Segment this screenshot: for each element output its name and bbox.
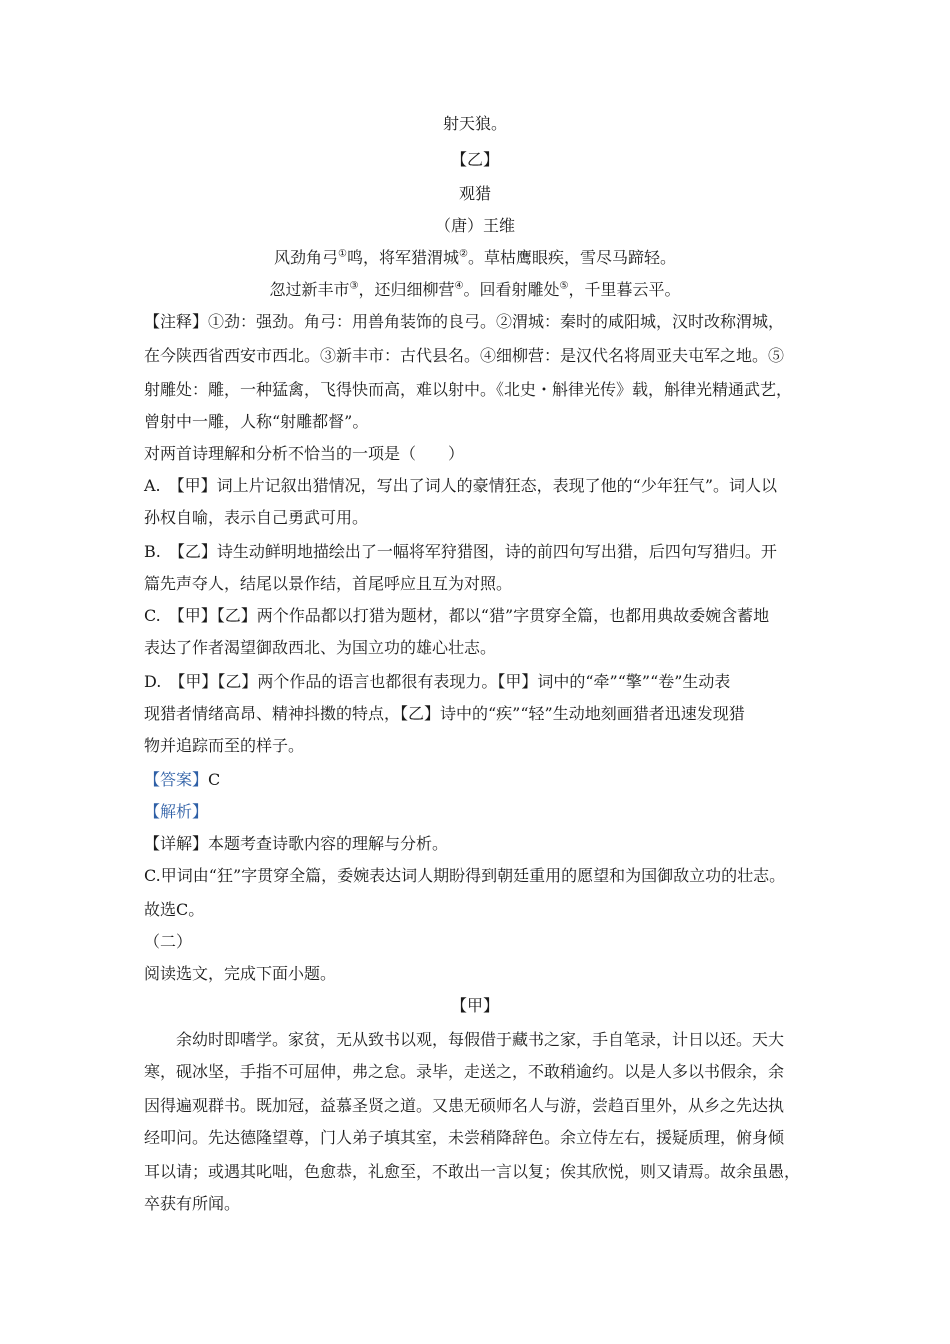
analysis-label: 【解析】 — [144, 802, 209, 821]
option-c: C. 【甲】【乙】两个作品都以打猎为题材，都以“猎”字贯穿全篇，也都用典故委婉含蓄地 — [144, 606, 770, 625]
option-c-cont: 表达了作者渴望御敌西北、为国立功的雄心壮志。 — [144, 638, 497, 657]
notes-line: 【注释】①劲：强劲。角弓：用兽角装饰的良弓。②渭城：秦时的咸阳城，汉时改称渭城， — [144, 312, 785, 331]
passage-line: 寒，砚冰坚，手指不可屈伸，弗之怠。录毕，走送之，不敢稍逾约。以是人多以书假余，余 — [144, 1062, 785, 1081]
note-marker: ① — [338, 248, 347, 260]
option-d: D. 【甲】【乙】两个作品的语言也都很有表现力。【甲】词中的“牵”“擎”“卷”生动表 — [144, 672, 731, 691]
note-marker: ⑤ — [559, 280, 569, 292]
section-heading: （二） — [144, 932, 193, 951]
poem-last-line: 射天狼。 — [442, 114, 507, 133]
conclusion-line: 故选C。 — [144, 900, 205, 919]
note-marker: ② — [459, 248, 468, 260]
detail-line: 【详解】本题考查诗歌内容的理解与分析。 — [144, 834, 449, 853]
option-b: B. 【乙】诗生动鲜明地描绘出了一幅将军狩猎图，诗的前四句写出猎，后四句写猎归。开 — [144, 542, 777, 561]
poem-yi-label: 【乙】 — [450, 150, 499, 169]
instruction-line: 阅读选文，完成下面小题。 — [144, 964, 337, 983]
answer-value: C — [208, 770, 221, 789]
passage-line: 耳以请；或遇其叱咄，色愈恭，礼愈至，不敢出一言以复；俟其欣悦，则又请焉。故余虽愚， — [144, 1162, 801, 1181]
passage-line: 因得遍观群书。既加冠，益慕圣贤之道。又患无硕师名人与游，尝趋百里外，从乡之先达执 — [144, 1096, 785, 1115]
passage-line: 经叩问。先达德隆望尊，门人弟子填其室，未尝稍降辞色。余立侍左右，援疑质理，俯身倾 — [144, 1128, 785, 1147]
passage-line: 余幼时即嗜学。家贫，无从致书以观，每假借于藏书之家，手自笔录，计日以还。天大 — [176, 1030, 785, 1049]
answer-line — [144, 764, 220, 796]
answer-label: 【答案】 — [144, 770, 209, 789]
question-stem: 对两首诗理解和分析不恰当的一项是（ ） — [144, 444, 465, 463]
option-d-cont: 物并追踪而至的样子。 — [144, 736, 305, 755]
note-marker: ③ — [349, 280, 359, 292]
poem-title: 观猎 — [458, 184, 491, 203]
notes-line: 射雕处：雕，一种猛禽，飞得快而高，难以射中。《北史・斛律光传》载，斛律光精通武艺， — [144, 380, 793, 399]
option-b-cont: 篇先声夺人，结尾以景作结，首尾呼应且互为对照。 — [144, 574, 513, 593]
poem-line-2: 忽过新丰市③，还归细柳营④。回看射雕处⑤，千里暮云平。 — [269, 280, 681, 299]
passage-jia-label: 【甲】 — [450, 996, 499, 1015]
option-a: A. 【甲】词上片记叙出猎情况，写出了词人的豪情狂态，表现了他的“少年狂气”。词人以 — [144, 476, 778, 495]
notes-line: 曾射中一雕，人称“射雕都督”。 — [144, 412, 369, 431]
option-a-cont: 孙权自喻，表示自己勇武可用。 — [144, 508, 369, 527]
poem-line-1: 风劲角弓①鸣，将军猎渭城②。草枯鹰眼疾，雪尽马蹄轻。 — [274, 248, 676, 267]
poem-author: （唐）王维 — [434, 216, 515, 235]
explanation-line: C.甲词由“狂”字贯穿全篇，委婉表达词人期盼得到朝廷重用的愿望和为国御敌立功的壮志。 — [144, 866, 786, 885]
passage-line: 卒获有所闻。 — [144, 1194, 241, 1213]
option-d-cont: 现猎者情绪高昂、精神抖擞的特点，【乙】诗中的“疾”“轻”生动地刻画猎者迅速发现猎 — [144, 704, 745, 723]
notes-line: 在今陕西省西安市西北。③新丰市：古代县名。④细柳营：是汉代名将周亚夫屯军之地。⑤ — [144, 346, 785, 365]
note-marker: ④ — [454, 280, 464, 292]
